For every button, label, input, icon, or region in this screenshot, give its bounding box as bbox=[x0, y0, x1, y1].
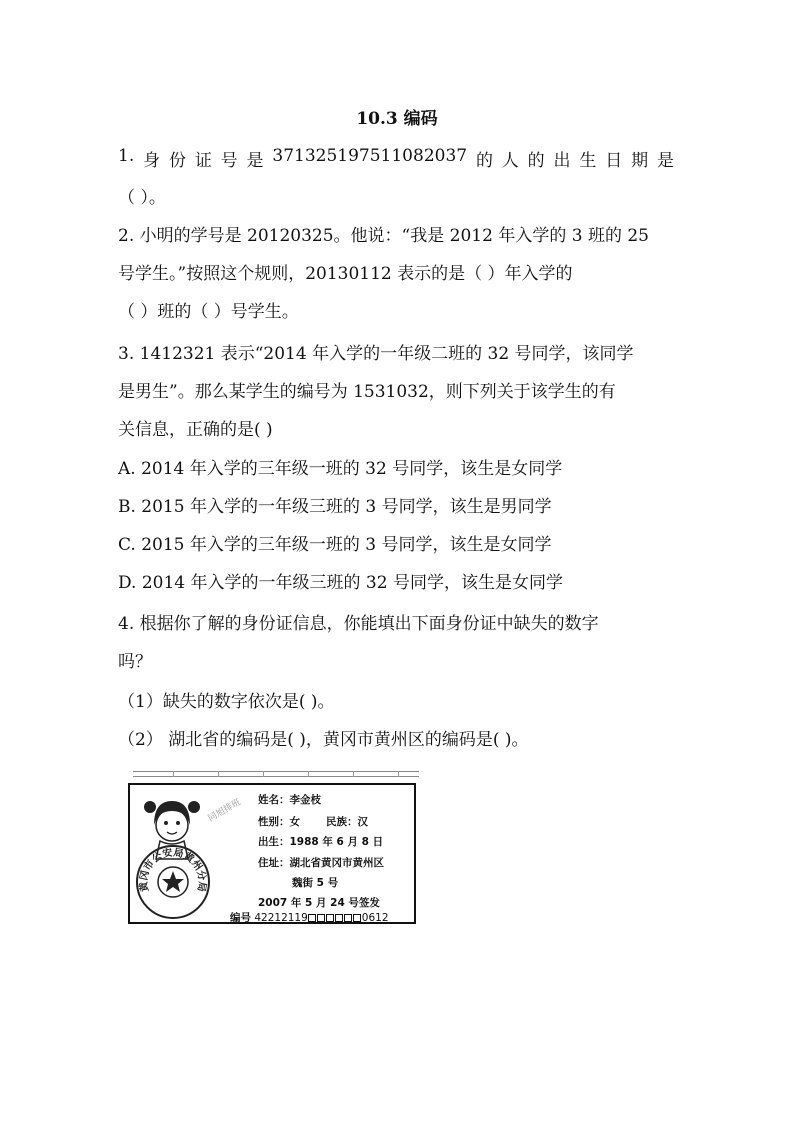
card-number-suffix: 0612 bbox=[361, 912, 389, 924]
question-4-sub-1: （1）缺失的数字依次是( )。 bbox=[118, 692, 335, 712]
question-2-line-3: （ ）班的（ ）号学生。 bbox=[118, 302, 299, 322]
question-3-line-1: 3. 1412321 表示“2014 年入学的一年级二班的 32 号同学，该同学 bbox=[118, 344, 634, 364]
question-1-token: 证 bbox=[194, 151, 212, 171]
question-2-line-2: 号学生。”按照这个规则，20130112 表示的是（ ）年入学的 bbox=[118, 264, 573, 284]
question-1-token: 371325197511082037 bbox=[272, 146, 468, 166]
card-number-prefix: 42212119 bbox=[254, 912, 308, 924]
question-4-line-1: 4. 根据你了解的身份证信息，你能填出下面身份证中缺失的数字 bbox=[118, 614, 599, 634]
question-1-token: 是 bbox=[656, 151, 674, 171]
watermark: 同旭排班 bbox=[206, 797, 243, 825]
question-1-token: 是 bbox=[246, 151, 264, 171]
card-top-rule bbox=[133, 771, 419, 777]
question-1-token: 期 bbox=[631, 151, 649, 171]
option-c: C. 2015 年入学的三年级一班的 3 号同学，该生是女同学 bbox=[118, 535, 552, 555]
question-1-line-2: （ ）。 bbox=[118, 188, 166, 208]
question-1-token: 日 bbox=[605, 151, 623, 171]
question-4-sub-2: （2） 湖北省的编码是( )，黄冈市黄州区的编码是( )。 bbox=[118, 730, 529, 750]
question-2-line-1: 2. 小明的学号是 20120325。他说：“我是 2012 年入学的 3 班的 25 bbox=[118, 226, 649, 246]
option-a: A. 2014 年入学的三年级一班的 32 号同学，该生是女同学 bbox=[118, 459, 563, 479]
question-1-token: 身 bbox=[143, 151, 161, 171]
card-address-line-2: 魏街 5 号 bbox=[292, 877, 339, 889]
id-card bbox=[128, 783, 416, 924]
card-address-line-1: 住址：湖北省黄冈市黄州区 bbox=[258, 857, 384, 869]
question-1-token: 出 bbox=[553, 151, 571, 171]
card-number bbox=[230, 910, 389, 925]
question-3-line-2: 是男生”。那么某学生的编号为 1531032，则下列关于该学生的有 bbox=[118, 382, 616, 402]
question-1-token: 号 bbox=[220, 151, 238, 171]
question-1-token: 份 bbox=[168, 151, 186, 171]
stamp-text: 黄冈市公安局黄州分局 bbox=[138, 847, 208, 893]
question-4-line-2: 吗？ bbox=[118, 652, 152, 672]
question-3-line-3: 关信息，正确的是( ) bbox=[118, 420, 273, 440]
question-1-token: 1. bbox=[118, 146, 135, 166]
question-1-token: 人 bbox=[501, 151, 519, 171]
page-title: 10.3 编码 bbox=[356, 109, 438, 129]
question-1-line-1 bbox=[118, 146, 674, 171]
option-b: B. 2015 年入学的一年级三班的 3 号同学，该生是男同学 bbox=[118, 497, 552, 517]
card-name: 姓名：李金枝 bbox=[258, 794, 321, 806]
card-issued: 2007 年 5 月 24 号签发 bbox=[258, 897, 380, 909]
card-number-label: 编号 bbox=[230, 912, 251, 924]
card-birth: 出生：1988 年 6 月 8 日 bbox=[258, 836, 384, 848]
card-ethnicity: 民族：汉 bbox=[326, 816, 368, 828]
card-gender: 性别：女 bbox=[258, 816, 300, 828]
police-stamp-icon bbox=[134, 843, 212, 921]
question-1-token: 生 bbox=[579, 151, 597, 171]
question-1-token: 的 bbox=[475, 151, 493, 171]
option-d: D. 2014 年入学的一年级三班的 32 号同学，该生是女同学 bbox=[118, 573, 563, 593]
missing-digit-boxes bbox=[308, 912, 362, 924]
question-1-token: 的 bbox=[527, 151, 545, 171]
